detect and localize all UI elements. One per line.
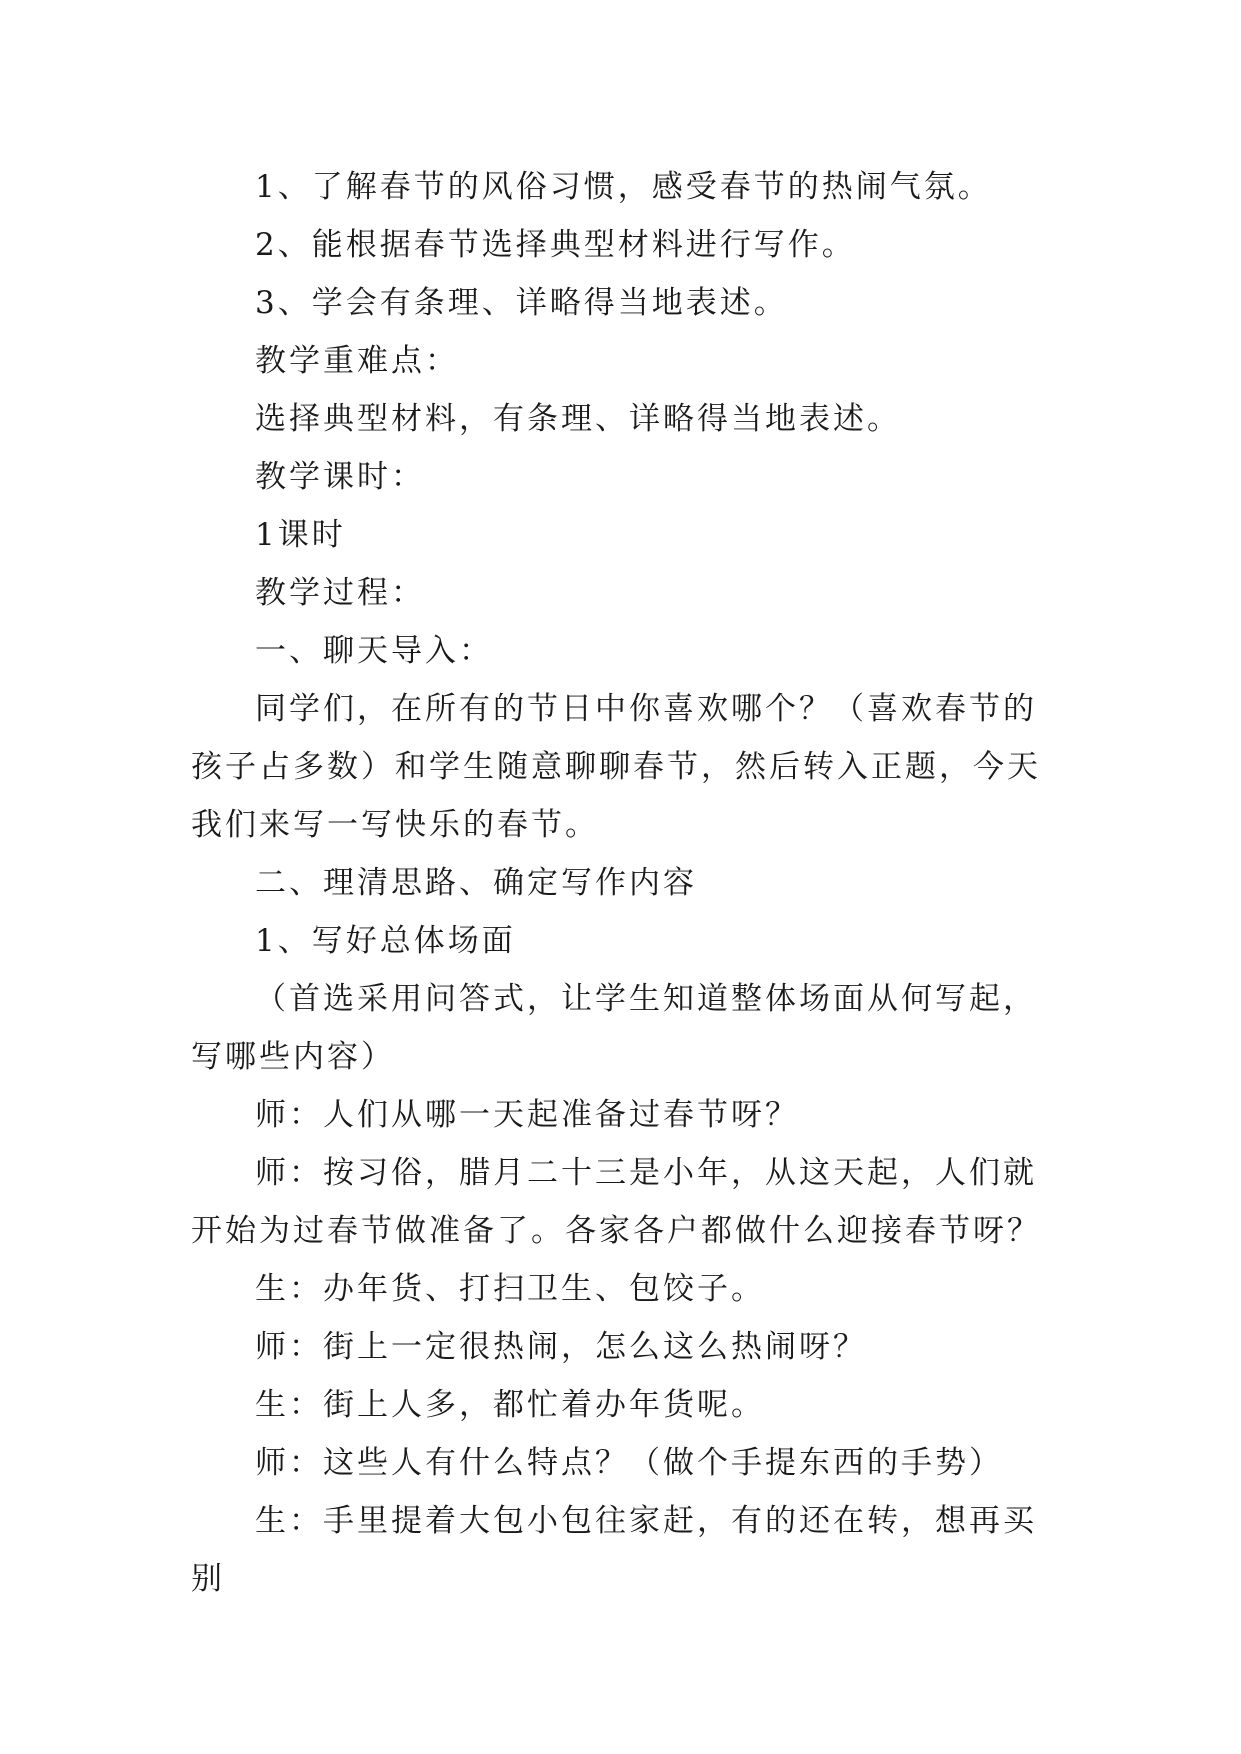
- objective-2: 2、能根据春节选择典型材料进行写作。: [255, 227, 856, 263]
- section-1-heading: 一、聊天导入：: [255, 633, 493, 669]
- intro-paragraph: 同学们，在所有的节日中你喜欢哪个？（喜欢春节的孩子占多数）和学生随意聊聊春节，然后转入正题，今天我们来写一写快乐的春节。: [191, 691, 1041, 843]
- key-points-text: 选择典型材料，有条理、详略得当地表述。: [255, 401, 901, 437]
- objective-1: 1、了解春节的风俗习惯，感受春节的热闹气氛。: [255, 169, 992, 205]
- dialogue-line: 师：街上一定很热闹，怎么这么热闹呀？: [255, 1329, 867, 1365]
- dialogue-line: 师：人们从哪一天起准备过春节呀？: [255, 1097, 799, 1133]
- objective-3: 3、学会有条理、详略得当地表述。: [255, 285, 788, 321]
- method-note: （首选采用问答式，让学生知道整体场面从何写起，写哪些内容）: [191, 981, 1037, 1075]
- dialogue-line: 师：按习俗，腊月二十三是小年，从这天起，人们就开始为过春节做准备了。各家各户都做什么迎接春节呀？: [191, 1155, 1041, 1249]
- dialogue-line: 生：手里提着大包小包往家赶，有的还在转，想再买别: [191, 1503, 1037, 1597]
- section-2-heading: 二、理清思路、确定写作内容: [255, 865, 697, 901]
- document-body: [191, 158, 1055, 1608]
- heading-key-points: 教学重难点：: [255, 343, 459, 379]
- dialogue-line: 师：这些人有什么特点？（做个手提东西的手势）: [255, 1445, 1003, 1481]
- dialogue-line: 生：街上人多，都忙着办年货呢。: [255, 1387, 765, 1423]
- heading-teaching-process: 教学过程：: [255, 575, 425, 611]
- heading-class-hours: 教学课时：: [255, 459, 425, 495]
- class-hours-text: 1课时: [255, 517, 346, 553]
- subsection-1-heading: 1、写好总体场面: [255, 923, 516, 959]
- dialogue-line: 生：办年货、打扫卫生、包饺子。: [255, 1271, 765, 1307]
